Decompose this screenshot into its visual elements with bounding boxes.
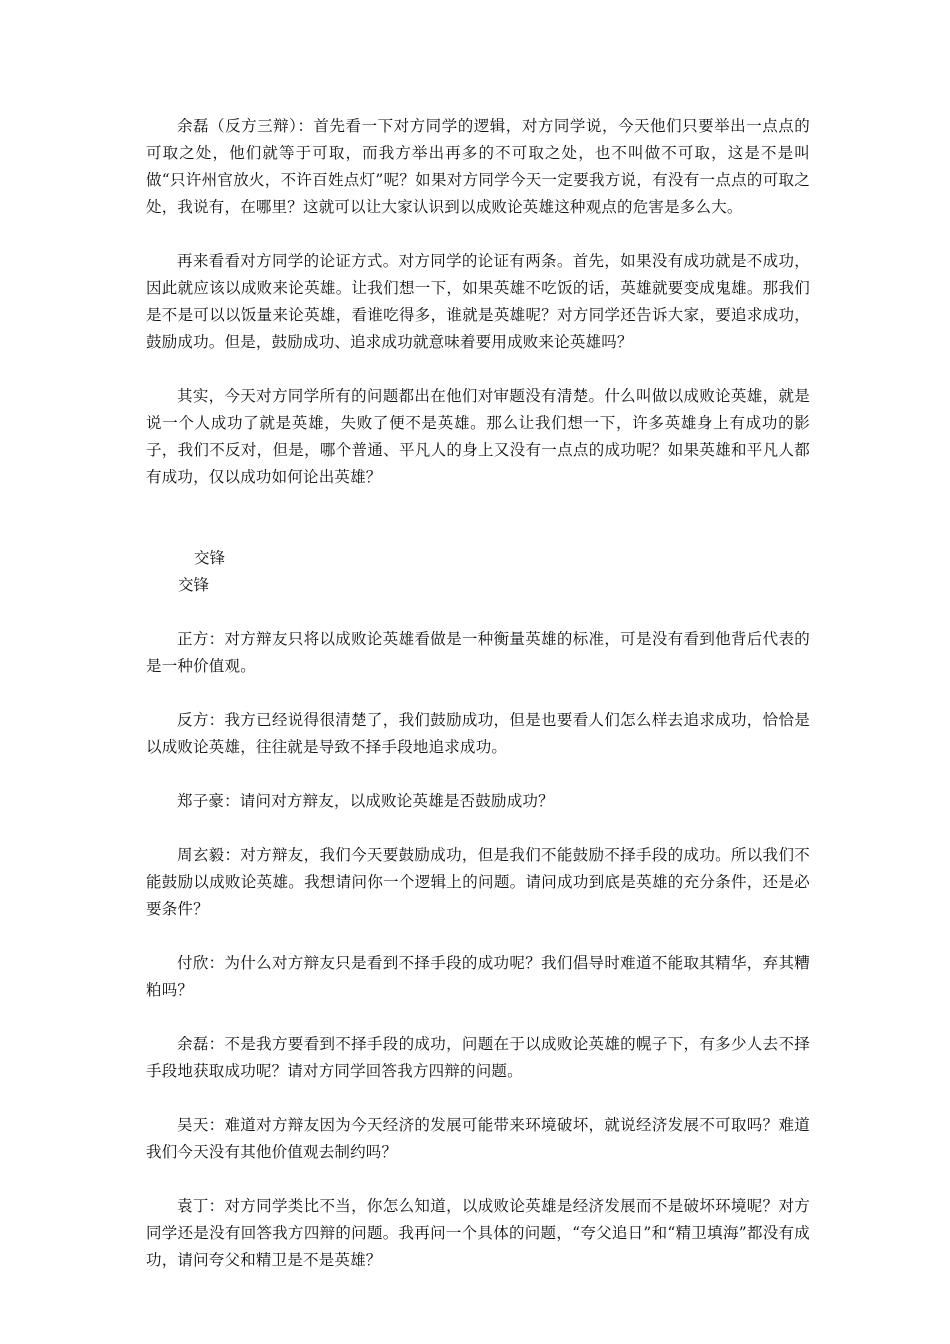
speech-paragraph-1: 余磊（反方三辩）：首先看一下对方同学的逻辑，对方同学说，今天他们只要举出一点点的可取之处，他们就等于可取，而我方举出再多的不可取之处，也不叫做不可取，这是不是叫做“只许州官放火，不许百姓点灯”呢？如果对方同学今天一定要我方说，有没有一点点的可取之处，我说有，在哪里？这就可以让大家认识到以成败论英雄这种观点的危害是多么大。 xyxy=(146,117,810,216)
exchange-paragraph-4: 周玄毅：对方辩友，我们今天要鼓励成功，但是我们不能鼓励不择手段的成功。所以我们不能鼓励以成败论英雄。我想请问你一个逻辑上的问题。请问成功到底是英雄的充分条件，还是必要条件？ xyxy=(146,846,810,918)
exchange-paragraph-1: 正方：对方辩友只将以成败论英雄看做是一种衡量英雄的标准，可是没有看到他背后代表的是一种价值观。 xyxy=(146,630,810,675)
exchange-paragraph-6: 余磊：不是我方要看到不择手段的成功，问题在于以成败论英雄的幌子下，有多少人去不择手段地获取成功呢？请对方同学回答我方四辩的问题。 xyxy=(146,1035,810,1080)
section-spacer xyxy=(146,518,810,545)
section-heading-repeat: 交锋 xyxy=(178,576,210,594)
exchange-paragraph-5: 付欣：为什么对方辩友只是看到不择手段的成功呢？我们倡导时难道不能取其精华，弃其糟粕吗？ xyxy=(146,954,810,999)
section-heading: 交锋 xyxy=(194,549,226,567)
exchange-paragraph-3: 郑子豪：请问对方辩友，以成败论英雄是否鼓励成功？ xyxy=(177,792,554,810)
exchange-paragraph-7: 吴天：难道对方辩友因为今天经济的发展可能带来环境破坏，就说经济发展不可取吗？难道我们今天没有其他价值观去制约吗？ xyxy=(146,1116,810,1161)
exchange-paragraph-8: 袁丁：对方同学类比不当，你怎么知道，以成败论英雄是经济发展而不是破坏环境呢？对方同学还是没有回答我方四辩的问题。我再问一个具体的问题，“夸父追日”和“精卫填海”都没有成功，请问夸父和精卫是不是英雄？ xyxy=(146,1197,810,1269)
exchange-paragraph-2: 反方：我方已经说得很清楚了，我们鼓励成功，但是也要看人们怎么样去追求成功，恰恰是以成败论英雄，往往就是导致不择手段地追求成功。 xyxy=(146,711,810,756)
speech-paragraph-2: 再来看看对方同学的论证方式。对方同学的论证有两条。首先，如果没有成功就是不成功，因此就应该以成败来论英雄。让我们想一下，如果英雄不吃饭的话，英雄就要变成鬼雄。那我们是不是可以以饭量来论英雄，看谁吃得多，谁就是英雄呢？对方同学还告诉大家，要追求成功，鼓励成功。但是，鼓励成功、追求成功就意味着要用成败来论英雄吗？ xyxy=(146,252,810,351)
speech-paragraph-3: 其实，今天对方同学所有的问题都出在他们对审题没有清楚。什么叫做以成败论英雄，就是说一个人成功了就是英雄，失败了便不是英雄。那么让我们想一下，许多英雄身上有成功的影子，我们不反对，但是，哪个普通、平凡人的身上又没有一点点的成功呢？如果英雄和平凡人都有成功，仅以成功如何论出英雄？ xyxy=(146,387,810,486)
document-body xyxy=(146,113,810,1301)
